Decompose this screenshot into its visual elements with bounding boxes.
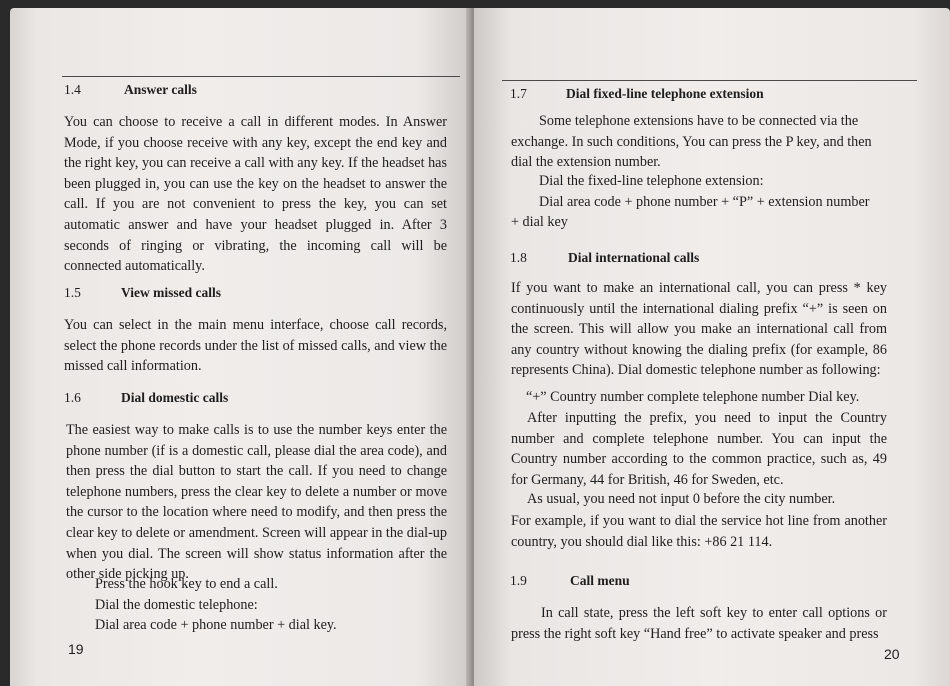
section-title: Call menu	[570, 573, 630, 588]
section-heading-1-7	[510, 86, 764, 102]
section-title: Answer calls	[124, 82, 197, 97]
section-body-fixed-line-extension: Some telephone extensions have to be connected via the exchange. In such conditions, You can press the P key, and then dial the extension number.	[511, 113, 872, 171]
section-body-view-missed-calls: You can select in the main menu interface, choose call records, select the phone records under the list of missed calls, and view the missed call information.	[64, 317, 447, 375]
instruction-line: Dial area code + phone number + “P” + extension number	[539, 194, 870, 210]
section-number: 1.6	[64, 390, 81, 405]
right-page	[474, 8, 950, 686]
section-number: 1.4	[64, 82, 81, 97]
section-number: 1.8	[510, 250, 527, 265]
section-title: Dial fixed-line telephone extension	[566, 86, 764, 101]
page-number: 19	[68, 641, 84, 657]
instruction-line: Press the hook key to end a call.	[95, 576, 278, 592]
instruction-line: As usual, you need not input 0 before the city number.	[527, 491, 836, 507]
section-heading-1-5	[64, 285, 221, 301]
header-rule	[502, 80, 917, 81]
instruction-line: + dial key	[511, 214, 568, 230]
instruction-line: Dial area code + phone number + dial key.	[95, 617, 337, 633]
section-number: 1.5	[64, 285, 81, 300]
section-heading-1-6	[64, 390, 228, 406]
instruction-line: “+” Country number complete telephone number Dial key.	[526, 389, 860, 405]
section-heading-1-4	[64, 82, 197, 98]
section-number: 1.9	[510, 573, 527, 588]
header-rule	[62, 76, 460, 77]
section-title: Dial international calls	[568, 250, 700, 265]
section-heading-1-9	[510, 573, 630, 589]
section-heading-1-8	[510, 250, 699, 266]
section-title: Dial domestic calls	[121, 390, 229, 405]
section-body-international-prefix: After inputting the prefix, you need to input the Country number and complete telephone number. You can input the Country number according to the common practice, such as, 49 for Germany, 44 for British, 46 for Sweden, etc.	[511, 410, 887, 488]
left-page	[10, 8, 472, 686]
section-number: 1.7	[510, 86, 527, 101]
section-body-international-calls: If you want to make an international call, you can press * key continuously until the international dialing prefix “+” is seen on the screen. This will allow you make an international call from any country without knowing the dialing prefix (for example, 86 represents China). Dial domestic telephone number as following:	[511, 280, 887, 379]
section-body-dial-domestic-calls: The easiest way to make calls is to use the number keys enter the phone number (if is a domestic call, please dial the area code), and then press the dial button to start the call. If you need to change telephone numbers, press the clear key to delete a number or move the cursor to the location where need to modify, and then press the clear key to delete or amendment. Screen will appear in the dial-up when you dial. The screen will show status information after the other side picking up.	[66, 422, 447, 583]
instruction-line: Dial the domestic telephone:	[95, 597, 258, 613]
page-number: 20	[884, 646, 900, 662]
section-title: View missed calls	[121, 285, 221, 300]
section-body-international-example: For example, if you want to dial the service hot line from another country, you should dial like this: +86 21 114.	[511, 513, 887, 550]
section-body-answer-calls: You can choose to receive a call in different modes. In Answer Mode, if you choose receive with any key, except the end key and the right key, you can receive a call with any key. If the headset has been plugged in, you can use the key on the headset to answer the call. If you are not convenient to press the key, you can set automatic answer and have your headset plugged in. After 3 seconds of ringing or vibrating, the incoming call will be connected automatically.	[64, 114, 447, 275]
instruction-line: Dial the fixed-line telephone extension:	[539, 173, 764, 189]
section-body-call-menu: In call state, press the left soft key to enter call options or press the right soft key “Hand free” to activate speaker and press	[511, 605, 887, 642]
